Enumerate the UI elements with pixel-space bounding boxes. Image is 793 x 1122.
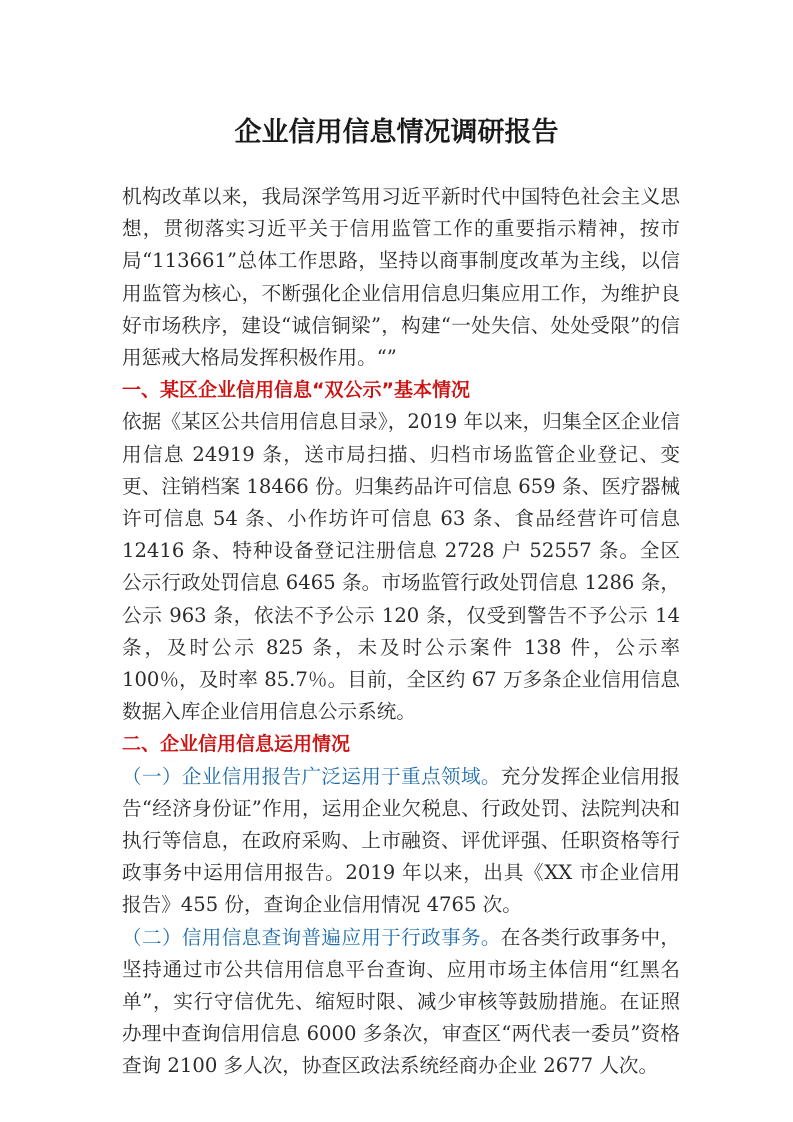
subheading-2: （二）信用信息查询普遍应用于行政事务。 [122,925,501,949]
subheading-1-text: 充分发挥企业信用报告“经济身份证”作用，运用企业欠税息、行政处罚、法院判决和执行等信息，在政府采购、上市融资、评优评强、任职资格等行政事务中运用信用报告。2019 年以来，出具《XX 市企业信用报告》455 份，查询企业信用情况 4765 次。 [122,764,681,917]
document-title: 企业信用信息情况调研报告 [234,117,559,148]
subheading-2-text: 在各类行政事务中，坚持通过市公共信用信息平台查询、应用市场主体信用“红黑名单”，实行守信优先、缩短时限、减少审核等鼓励措施。在证照办理中查询信用信息 6000 多条次，审查区“两代表一委员”资格查询 2100 多人次，协查区政法系统经商办企业 2677 人次。 [122,925,681,1078]
section-2-paragraph-2 [122,922,680,1083]
section-2-heading: 二、企业信用信息运用情况 [122,733,351,756]
document-body [122,181,680,1083]
section-1-paragraph: 依据《某区公共信用信息目录》，2019 年以来，归集全区企业信用信息 24919 条，送市局扫描、归档市场监管企业登记、变更、注销档案 18466 份。归集药品许可信息 659 条、医疗器械许可信息 54 条、小作坊许可信息 63 条、食品经营许可信息 12416 条、特种设备登记注册信息 2728 户 52557 条。全区公示行政处罚信息 6465 条。市场监管行政处罚信息 1286 条，公示 963 条，依法不予公示 120 条，仅受到警告不予公示 14 条，及时公示 825 条，未及时公示案件 138 件，公示率 100％，及时率 85.7％。目前，全区约 67 万多条企业信用信息数据入库企业信用信息公示系统。 [122,410,680,724]
intro-paragraph: 机构改革以来，我局深学笃用习近平新时代中国特色社会主义思想，贯彻落实习近平关于信用监管工作的重要指示精神，按市局“113661”总体工作思路，坚持以商事制度改革为主线，以信用监管为核心，不断强化企业信用信息归集应用工作，为维护良好市场秩序，建设“诚信铜梁”，构建“一处失信、处处受限”的信用惩戒大格局发挥积极作用。“” [122,185,680,370]
section-2-paragraph-1 [122,761,680,922]
subheading-1: （一）企业信用报告广泛运用于重点领域。 [122,764,501,788]
section-1-heading: 一、某区企业信用信息“双公示”基本情况 [122,379,470,402]
